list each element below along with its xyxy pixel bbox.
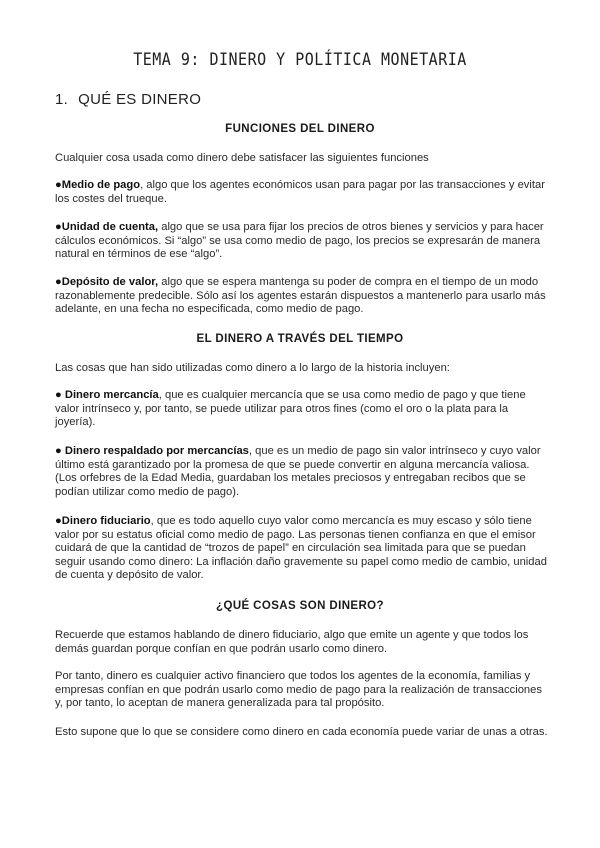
section-title: QUÉ ES DINERO bbox=[78, 91, 202, 108]
section-number: 1. bbox=[55, 91, 69, 108]
term-deposito-de-valor: ●Depósito de valor, bbox=[55, 276, 159, 288]
text-deposito-de-valor: algo que se espera mantenga su poder de compra en el tiempo de un modo razonablemente predecible. Sólo así los agentes estarán dispuestos a mantenerlo para usarlo más adelante, en una fecha no especificada, como medio de pago. bbox=[55, 276, 546, 316]
text-dinero-fiduciario: , que es todo aquello cuyo valor como mercancía es muy escaso y sólo tiene valor por su estatus oficial como medio de pago. Las personas tienen confianza en que el emisor cuidará de que la cantidad de “trozos de papel” en circulación sea limitada para que se puedan seguir usando como dinero: La inflación daño gravemente su papel como medio de cambio, unidad de cuenta y depósito de valor. bbox=[55, 515, 547, 582]
que-cosas-paragraph-2: Por tanto, dinero es cualquier activo financiero que todos los agentes de la economía, familias y empresas confían en que podrán usarlo como medio de pago para la realización de transacciones y, por tanto, lo aceptan de manera generalizada para tal propósito. bbox=[55, 670, 542, 710]
document-title: TEMA 9: DINERO Y POLÍTICA MONETARIA bbox=[133, 48, 467, 70]
historia-dinero-respaldado bbox=[55, 445, 550, 499]
section-heading bbox=[55, 91, 201, 108]
funcion-unidad-de-cuenta bbox=[55, 221, 550, 262]
term-dinero-respaldado: ● Dinero respaldado por mercancías bbox=[55, 445, 249, 457]
que-cosas-paragraph-1: Recuerde que estamos hablando de dinero fiduciario, algo que emite un agente y que todos los demás guardan porque confían en que podrán usarlo como dinero. bbox=[55, 629, 529, 655]
historia-heading: EL DINERO A TRAVÉS DEL TIEMPO bbox=[196, 333, 404, 345]
funcion-medio-de-pago bbox=[55, 179, 550, 206]
que-cosas-paragraph-3: Esto supone que lo que se considere como dinero en cada economía puede variar de unas a otras. bbox=[55, 726, 548, 738]
text-unidad-de-cuenta: algo que se usa para fijar los precios de otros bienes y servicios y para hacer cálculos económicos. Si “algo” se usa como medio de pago, los precios se expresarán de manera natural en términos de ese “algo”. bbox=[55, 221, 544, 261]
term-dinero-mercancia: ● Dinero mercancía bbox=[55, 389, 159, 401]
historia-dinero-fiduciario bbox=[55, 515, 550, 583]
text-dinero-mercancia: , que es cualquier mercancía que se usa como medio de pago y que tiene valor intrínseco y, por tanto, se puede utilizar para otros fines (como el oro o la plata para la joyería). bbox=[55, 389, 526, 429]
historia-intro: Las cosas que han sido utilizadas como dinero a lo largo de la historia incluyen: bbox=[55, 362, 450, 374]
que-cosas-heading: ¿QUÉ COSAS SON DINERO? bbox=[216, 600, 384, 612]
historia-dinero-mercancia bbox=[55, 389, 550, 430]
text-medio-de-pago: , algo que los agentes económicos usan para pagar por las transacciones y evitar los costes del trueque. bbox=[55, 179, 545, 205]
term-unidad-de-cuenta: ●Unidad de cuenta, bbox=[55, 221, 159, 233]
funciones-heading: FUNCIONES DEL DINERO bbox=[225, 123, 375, 135]
text-dinero-respaldado: , que es un medio de pago sin valor intrínseco y cuyo valor último está garantizado por la promesa de que se puede convertir en alguna mercancía valiosa. (Los orfebres de la Edad Media, guardaban los metales preciosos y entregaban recibos que se podían utilizar como medio de pago). bbox=[55, 445, 541, 498]
term-dinero-fiduciario: ●Dinero fiduciario bbox=[55, 515, 151, 527]
funcion-deposito-de-valor bbox=[55, 276, 550, 317]
term-medio-de-pago: ●Medio de pago bbox=[55, 179, 141, 191]
funciones-intro: Cualquier cosa usada como dinero debe satisfacer las siguientes funciones bbox=[55, 152, 429, 164]
